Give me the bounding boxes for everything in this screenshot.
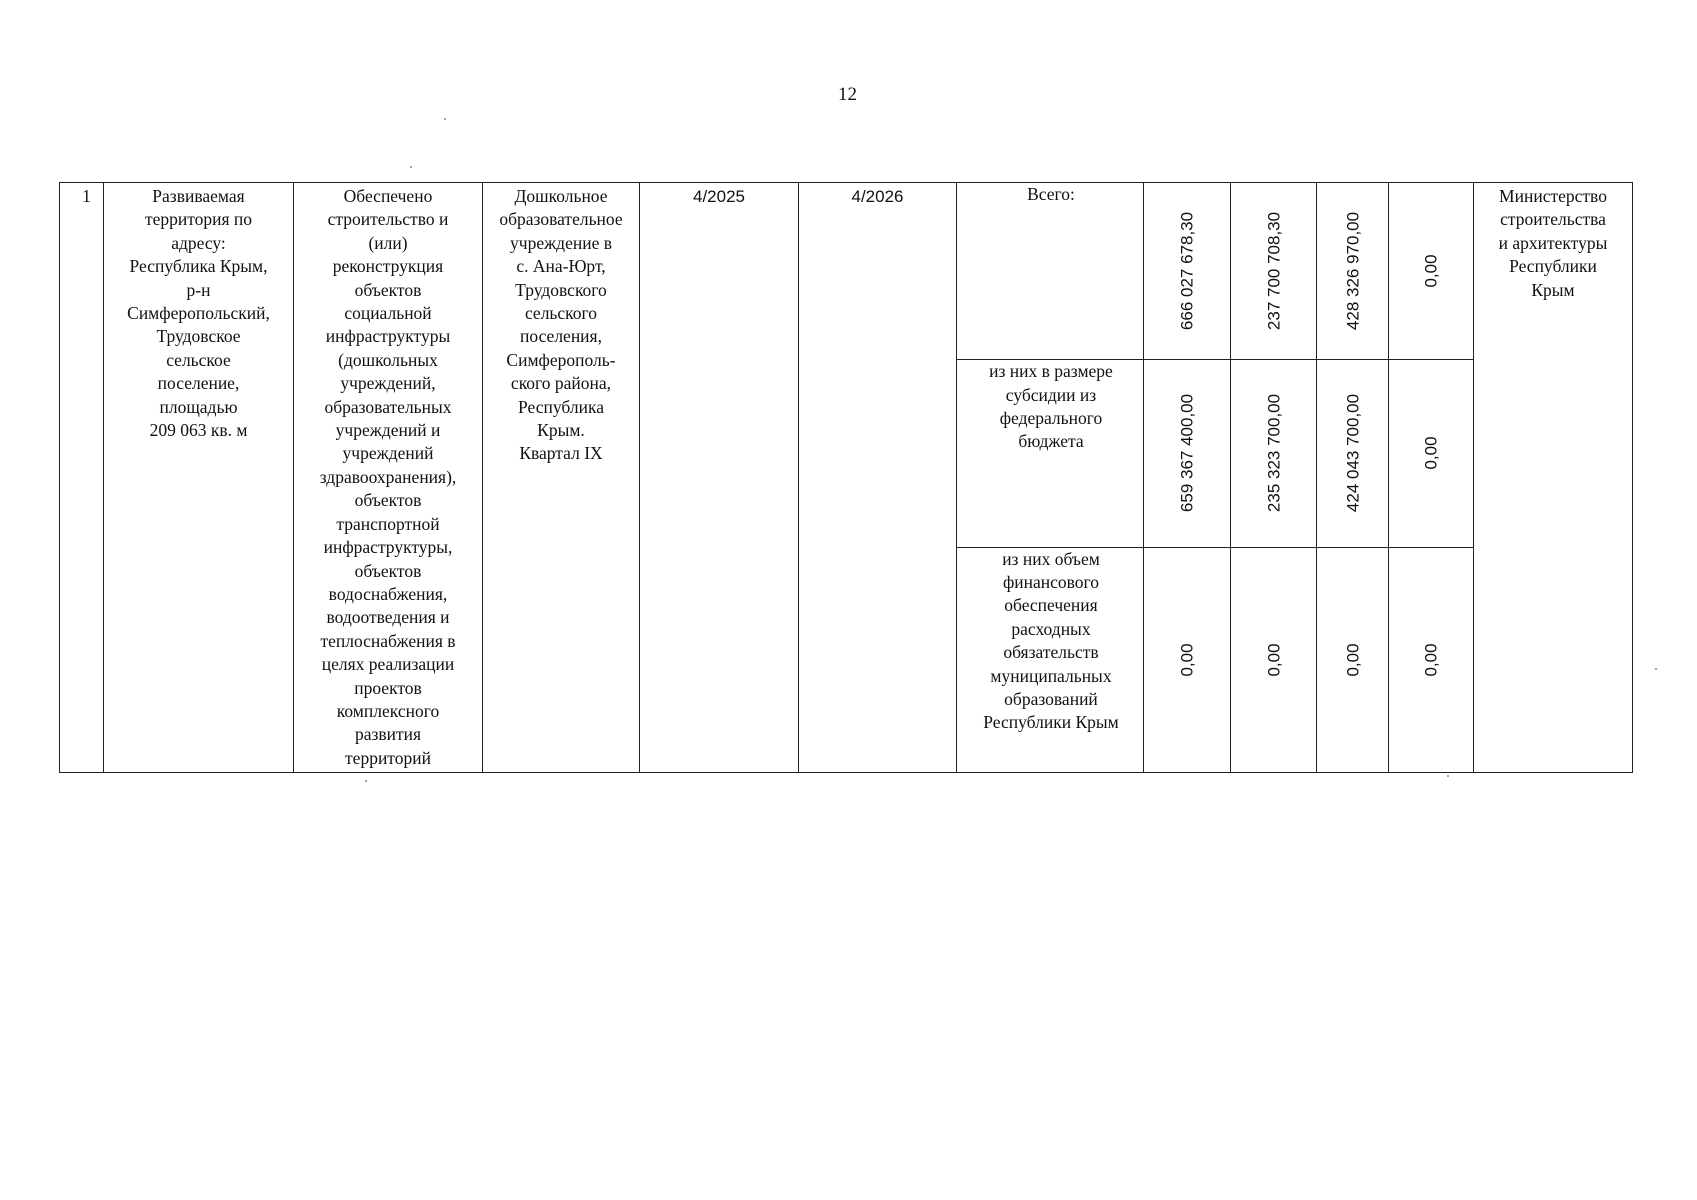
amount-total-all: 666 027 678,30 [1177,212,1197,331]
row-index-cell [60,183,104,773]
amount-cell [1317,360,1389,547]
amount-cell [1389,183,1474,360]
financing-label-cell [957,547,1144,773]
territory-cell [104,183,294,773]
program-table [59,182,1633,773]
result-cell [294,183,483,773]
scan-speck [1447,775,1449,777]
amount-cell [1231,360,1317,547]
end-date: 4/2026 [851,187,904,206]
end-date-cell [799,183,957,773]
amount-cell [1389,547,1474,773]
scan-speck [410,166,412,168]
start-date: 4/2025 [693,187,745,206]
result-text: Обеспечено строительство и (или) реконструкция объектов социальной инфраструктуры (дошкольных учреждений, образовательных учреждений и учреждений здравоохранения), объектов транспортной инфраструктуры, объектов водоснабжения, водоотведения и теплоснабжения в целях реализации проектов комплексного развития территорий [319,186,457,768]
responsible-text: Министерство строительства и архитектуры Республики Крым [1498,186,1608,300]
amount-total-y2: 428 326 970,00 [1342,212,1362,331]
amount-cell [1231,547,1317,773]
amount-federal-y2: 424 043 700,00 [1342,394,1362,513]
amount-municipal-y1: 0,00 [1263,643,1283,677]
amount-federal-y1: 235 323 700,00 [1263,394,1283,513]
territory-text: Развиваемая территория по адресу: Республика Крым, р-н Симферопольский, Трудовское сельское поселение, площадью 209 063 кв. м [127,186,270,441]
page-number: 12 [838,84,857,105]
scan-speck [365,780,367,782]
amount-federal-all: 659 367 400,00 [1177,394,1197,513]
amount-cell [1144,183,1231,360]
row-index: 1 [82,186,91,206]
amount-cell [1231,183,1317,360]
object-text: Дошкольное образовательное учреждение в с. Ана-Юрт, Трудовского сельского поселения, Симферополь- ского района, Республика Крым. Квартал IX [499,186,623,464]
amount-total-y1: 237 700 708,30 [1263,212,1283,331]
amount-total-y3: 0,00 [1421,254,1441,288]
scan-speck [444,118,446,120]
start-date-cell [640,183,799,773]
scan-speck [1655,668,1657,670]
financing-label-total: Всего: [1027,184,1075,204]
financing-label-cell [957,360,1144,547]
amount-municipal-y3: 0,00 [1421,643,1441,677]
financing-label-municipal: из них объем финансового обеспечения расходных обязательств муниципальных образований Республики Крым [983,548,1119,733]
financing-label-federal: из них в размере субсидии из федерального бюджета [989,361,1113,452]
object-cell [483,183,640,773]
table-row [60,183,1633,360]
amount-municipal-y2: 0,00 [1342,643,1362,677]
amount-municipal-all: 0,00 [1177,643,1197,677]
amount-cell [1389,360,1474,547]
amount-cell [1317,183,1389,360]
financing-label-cell [957,183,1144,360]
amount-cell [1317,547,1389,773]
amount-federal-y3: 0,00 [1421,436,1441,470]
responsible-cell [1474,183,1633,773]
amount-cell [1144,547,1231,773]
amount-cell [1144,360,1231,547]
